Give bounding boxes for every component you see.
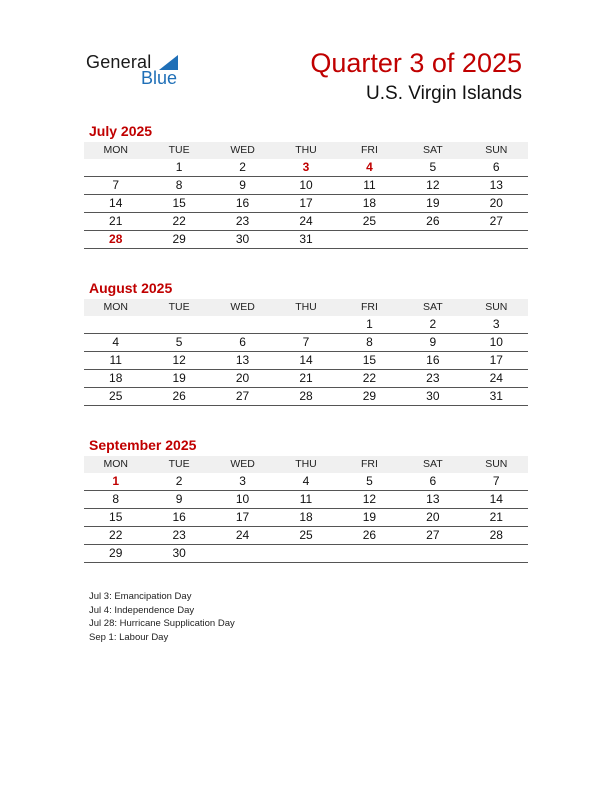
week-row: [84, 213, 528, 231]
day-cell: [211, 316, 274, 333]
weekday-header: FRI: [360, 458, 378, 470]
day-cell: [274, 545, 337, 562]
weekday-header: TUE: [168, 144, 190, 156]
day-cell: [211, 545, 274, 562]
day-cell: 16: [235, 196, 250, 210]
day-cell: 29: [172, 232, 186, 246]
week-row: [84, 370, 528, 388]
day-cell: [465, 545, 528, 562]
day-cell: 10: [235, 492, 250, 506]
week-row: [84, 527, 528, 545]
day-cell: 1: [366, 317, 373, 331]
day-cell: 19: [362, 510, 377, 524]
month-title: July 2025: [89, 123, 153, 139]
logo-blue-text: Blue: [141, 68, 178, 88]
weekday-header: THU: [295, 458, 317, 470]
day-cell: 25: [109, 389, 123, 403]
day-cell: 26: [362, 528, 377, 542]
week-row: [84, 316, 528, 334]
day-cell: 23: [235, 214, 250, 228]
weekday-header: MON: [103, 301, 128, 313]
day-cell: 29: [109, 546, 123, 560]
day-cell: 21: [299, 371, 313, 385]
day-cell: [338, 545, 401, 562]
week-row: [84, 352, 528, 370]
day-cell: 13: [489, 178, 503, 192]
month-calendar: [84, 436, 528, 563]
weekday-header: FRI: [360, 144, 378, 156]
week-row: [84, 159, 528, 177]
holiday-notes: [89, 590, 235, 644]
day-cell: 1: [175, 160, 183, 174]
weekday-header: FRI: [360, 301, 378, 313]
weekday-header: SUN: [485, 144, 508, 156]
day-cell: 23: [426, 371, 440, 385]
day-cell: 21: [489, 510, 503, 524]
day-cell: 5: [429, 160, 437, 174]
day-cell: 27: [489, 214, 503, 228]
day-cell: 30: [172, 546, 186, 560]
holiday-note: Jul 3: Emancipation Day: [89, 591, 192, 602]
month-title: September 2025: [89, 437, 197, 453]
day-cell: 13: [426, 492, 440, 506]
day-cell: 25: [362, 214, 377, 228]
day-cell: 30: [426, 389, 440, 403]
day-cell: [84, 316, 147, 333]
day-cell: 13: [235, 353, 250, 367]
week-row: [84, 195, 528, 213]
day-cell: 16: [172, 510, 186, 524]
weekday-header: MON: [103, 144, 128, 156]
day-cell: 24: [489, 371, 503, 385]
day-cell: 10: [489, 335, 503, 349]
day-cell: 8: [175, 178, 183, 192]
week-row: [84, 177, 528, 195]
page-title: Quarter 3 of 2025: [310, 48, 522, 78]
holiday-day-cell: 1: [112, 474, 120, 488]
month-calendar: [84, 122, 528, 249]
day-cell: 15: [109, 510, 123, 524]
day-cell: 16: [426, 353, 440, 367]
holiday-day-cell: 3: [302, 160, 310, 174]
weekday-header: SAT: [423, 144, 443, 156]
day-cell: [84, 159, 147, 176]
day-cell: 11: [363, 178, 376, 192]
day-cell: 2: [429, 317, 437, 331]
day-cell: 8: [366, 335, 373, 349]
day-cell: 9: [175, 492, 183, 506]
day-cell: 7: [302, 335, 310, 349]
day-cell: 27: [426, 528, 440, 542]
month-title: August 2025: [89, 280, 173, 296]
weekday-header: SUN: [485, 301, 508, 313]
day-cell: 9: [429, 335, 437, 349]
weekday-header: SUN: [485, 458, 508, 470]
day-cell: 27: [235, 389, 250, 403]
day-cell: 22: [362, 371, 377, 385]
day-cell: 26: [172, 389, 186, 403]
day-cell: 6: [429, 474, 437, 488]
day-cell: 18: [299, 510, 313, 524]
weekday-header: TUE: [168, 458, 190, 470]
day-cell: [401, 545, 464, 562]
day-cell: 17: [299, 196, 313, 210]
day-cell: 15: [362, 353, 377, 367]
day-cell: 5: [175, 335, 183, 349]
day-cell: 23: [172, 528, 186, 542]
day-cell: 31: [299, 232, 313, 246]
day-cell: 2: [239, 160, 246, 174]
day-cell: [147, 316, 210, 333]
day-cell: 11: [109, 353, 122, 367]
day-cell: 22: [109, 528, 123, 542]
weekday-header: THU: [295, 301, 317, 313]
week-row: [84, 231, 528, 249]
day-cell: 28: [489, 528, 503, 542]
weekday-header: WED: [230, 458, 255, 470]
day-cell: 31: [489, 389, 503, 403]
day-cell: 24: [235, 528, 250, 542]
day-cell: 5: [366, 474, 373, 488]
day-cell: [401, 231, 464, 248]
weekday-header: MON: [103, 458, 128, 470]
weekday-header: WED: [230, 144, 255, 156]
day-cell: 19: [172, 371, 186, 385]
day-cell: 4: [112, 335, 120, 349]
holiday-day-cell: 28: [109, 232, 123, 246]
day-cell: 21: [109, 214, 123, 228]
day-cell: 18: [362, 196, 377, 210]
day-cell: [274, 316, 337, 333]
day-cell: [338, 231, 401, 248]
day-cell: 19: [426, 196, 440, 210]
day-cell: 25: [299, 528, 313, 542]
week-row: [84, 545, 528, 563]
page-subtitle: U.S. Virgin Islands: [366, 83, 522, 104]
day-cell: 28: [299, 389, 313, 403]
day-cell: 6: [239, 335, 246, 349]
day-cell: 11: [299, 492, 313, 506]
holiday-note: Jul 4: Independence Day: [89, 604, 195, 616]
holiday-note: Sep 1: Labour Day: [89, 631, 169, 643]
day-cell: 9: [239, 178, 246, 192]
day-cell: 14: [109, 196, 123, 210]
day-cell: 17: [489, 353, 503, 367]
day-cell: 20: [235, 371, 250, 385]
month-calendar: [84, 279, 528, 406]
weekday-header: THU: [295, 144, 317, 156]
day-cell: 14: [299, 353, 313, 367]
day-cell: 10: [299, 178, 313, 192]
weekday-header-row: [84, 456, 528, 473]
week-row: [84, 473, 528, 491]
weekday-header-row: [84, 299, 528, 316]
day-cell: 24: [299, 214, 313, 228]
day-cell: 22: [172, 214, 186, 228]
weekday-header-row: [84, 142, 528, 159]
holiday-day-cell: 4: [366, 160, 373, 174]
day-cell: 12: [426, 178, 440, 192]
week-row: [84, 509, 528, 527]
day-cell: 20: [426, 510, 440, 524]
weekday-header: WED: [230, 301, 255, 313]
generalblue-logo: [86, 52, 186, 88]
day-cell: 29: [362, 389, 377, 403]
weekday-header: TUE: [168, 301, 190, 313]
day-cell: 30: [235, 232, 250, 246]
day-cell: 18: [109, 371, 123, 385]
day-cell: 20: [489, 196, 503, 210]
day-cell: 8: [112, 492, 120, 506]
weekday-header: SAT: [423, 301, 443, 313]
week-row: [84, 491, 528, 509]
day-cell: 26: [426, 214, 440, 228]
day-cell: 15: [172, 196, 186, 210]
day-cell: 4: [302, 474, 310, 488]
day-cell: 3: [492, 317, 500, 331]
day-cell: 7: [112, 178, 120, 192]
day-cell: 17: [235, 510, 250, 524]
day-cell: 12: [172, 353, 186, 367]
day-cell: 12: [362, 492, 377, 506]
day-cell: 14: [489, 492, 503, 506]
day-cell: 2: [175, 474, 183, 488]
week-row: [84, 334, 528, 352]
holiday-note: Jul 28: Hurricane Supplication Day: [89, 618, 235, 629]
logo-general-text: General: [86, 52, 152, 72]
week-row: [84, 388, 528, 406]
day-cell: 6: [492, 160, 500, 174]
day-cell: 3: [239, 474, 246, 488]
day-cell: 7: [492, 474, 500, 488]
weekday-header: SAT: [423, 458, 443, 470]
day-cell: [465, 231, 528, 248]
